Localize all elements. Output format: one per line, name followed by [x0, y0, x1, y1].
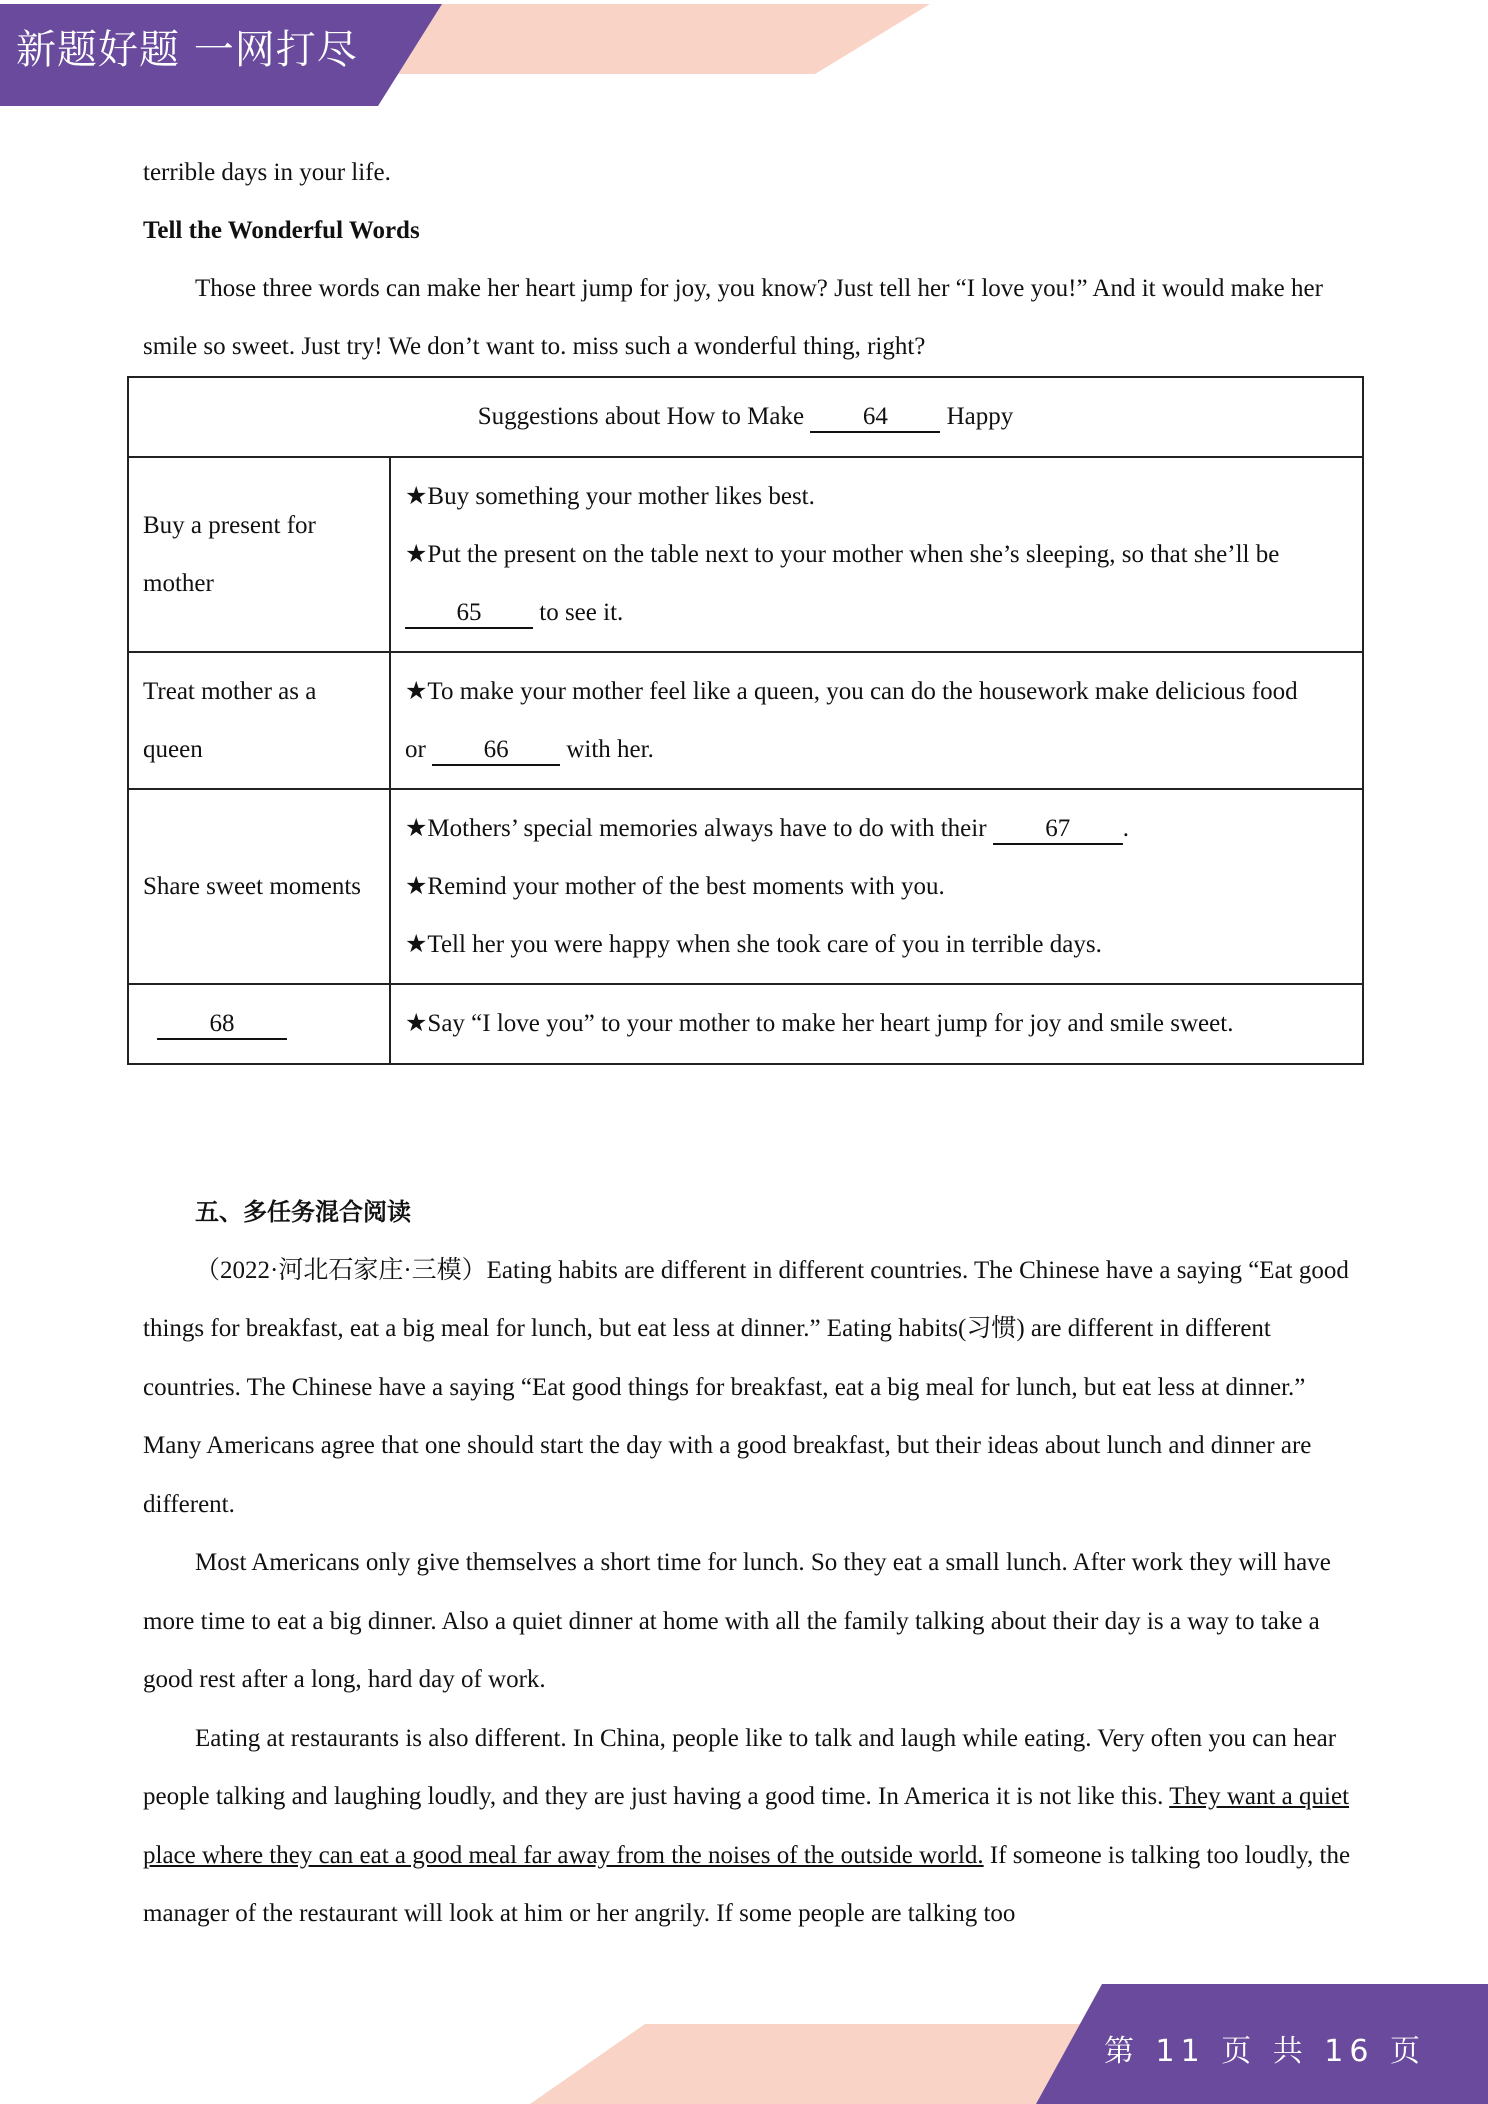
row-content: [390, 457, 1363, 652]
row-content: [390, 984, 1363, 1064]
row-item: ★Put the present on the table next to your mother when she’s sleeping, so that she’ll be: [405, 540, 1280, 568]
table-title-cell: [128, 377, 1363, 457]
blank-65: 65: [405, 599, 533, 629]
paragraph: Those three words can make her heart jump for joy, you know? Just tell her “I love you!” And it would make her smile so sweet. Just try! We don’t want to. miss such a wonderful thing, right?: [143, 275, 1323, 360]
blank-67: 67: [993, 815, 1123, 845]
row-item: ★Remind your mother of the best moments with you.: [405, 872, 945, 900]
header-title: 新题好题 一网打尽: [16, 27, 358, 73]
row-item-post: with her.: [566, 735, 654, 763]
paragraph: （2022·河北石家庄·三模）Eating habits are different in different countries. The Chinese have a saying “Eat good things for breakfast, eat a big meal for lunch, but eat less at dinner.” Eating habits(习惯) are different in different countries. The Chinese have a saying “Eat good things for breakfast, eat a big meal for lunch, but eat less at dinner.” Many Americans agree that one should start the day with a good breakfast, but their ideas about lunch and dinner are different.: [143, 1256, 1349, 1518]
row-item: ★Say “I love you” to your mother to make her heart jump for joy and smile sweet.: [405, 1010, 1234, 1037]
paragraph: [143, 1710, 1353, 1944]
underlined-sentence: They want a quiet place where they can eat a good meal far away from the noises of the outside world.: [143, 1783, 1350, 1869]
section-heading: Tell the Wonderful Words: [143, 217, 420, 244]
row-item-pre: or: [405, 735, 426, 763]
table-row: [128, 984, 1363, 1064]
blank-68: 68: [157, 1010, 287, 1040]
paragraph-text: Eating at restaurants is also different. In China, people like to talk and laugh while eating. Very often you can hear people talking and laughing loudly, and they are just having a good time. In America it is not like this.: [143, 1724, 1337, 1810]
row-label: Share sweet moments: [128, 789, 390, 984]
row-item: ★To make your mother feel like a queen, you can do the housework make delicious food: [405, 677, 1298, 705]
row-content: [390, 652, 1363, 789]
row-item: [405, 584, 1348, 642]
row-item: [405, 800, 1348, 858]
table-row: [128, 652, 1363, 789]
section-heading: 五、多任务混合阅读: [195, 1197, 411, 1226]
table-row: [128, 457, 1363, 652]
row-label: Buy a present for mother: [128, 457, 390, 652]
continued-line: terrible days in your life.: [143, 159, 391, 186]
row-content: [390, 789, 1363, 984]
paragraph-text: If someone is talking too loudly, the manager of the restaurant will look at him or her angrily. If some people are talking too: [143, 1841, 1351, 1927]
table-title-pre: Suggestions about How to Make: [477, 403, 805, 430]
paragraph: Most Americans only give themselves a short time for lunch. So they eat a small lunch. After work they will have more time to eat a big dinner. Also a quiet dinner at home with all the family talking about their day is a way to take a good rest after a long, hard day of work.: [143, 1549, 1331, 1693]
blank-64: 64: [810, 403, 940, 433]
suggestions-table: [127, 376, 1364, 1065]
row-item: ★Tell her you were happy when she took care of you in terrible days.: [405, 930, 1102, 958]
top-text: [143, 144, 1349, 376]
header-peach-stripe: [380, 4, 930, 74]
row-item-pre: ★Mothers’ special memories always have to do with their: [405, 814, 987, 842]
table-title-row: [128, 377, 1363, 457]
page-number: 第 11 页 共 16 页: [1103, 2034, 1426, 2069]
row-item-end: to see it.: [539, 598, 624, 626]
table-title-post: Happy: [946, 403, 1014, 430]
section-five: [143, 1183, 1353, 1944]
row-item-post: .: [1122, 814, 1130, 842]
footer-peach-stripe: [530, 2024, 1100, 2104]
blank-66: 66: [432, 736, 560, 766]
row-item: ★Buy something your mother likes best.: [405, 482, 815, 510]
table-row: [128, 789, 1363, 984]
row-label: Treat mother as a queen: [128, 652, 390, 789]
row-label: [128, 984, 390, 1064]
row-item: [405, 721, 1348, 779]
